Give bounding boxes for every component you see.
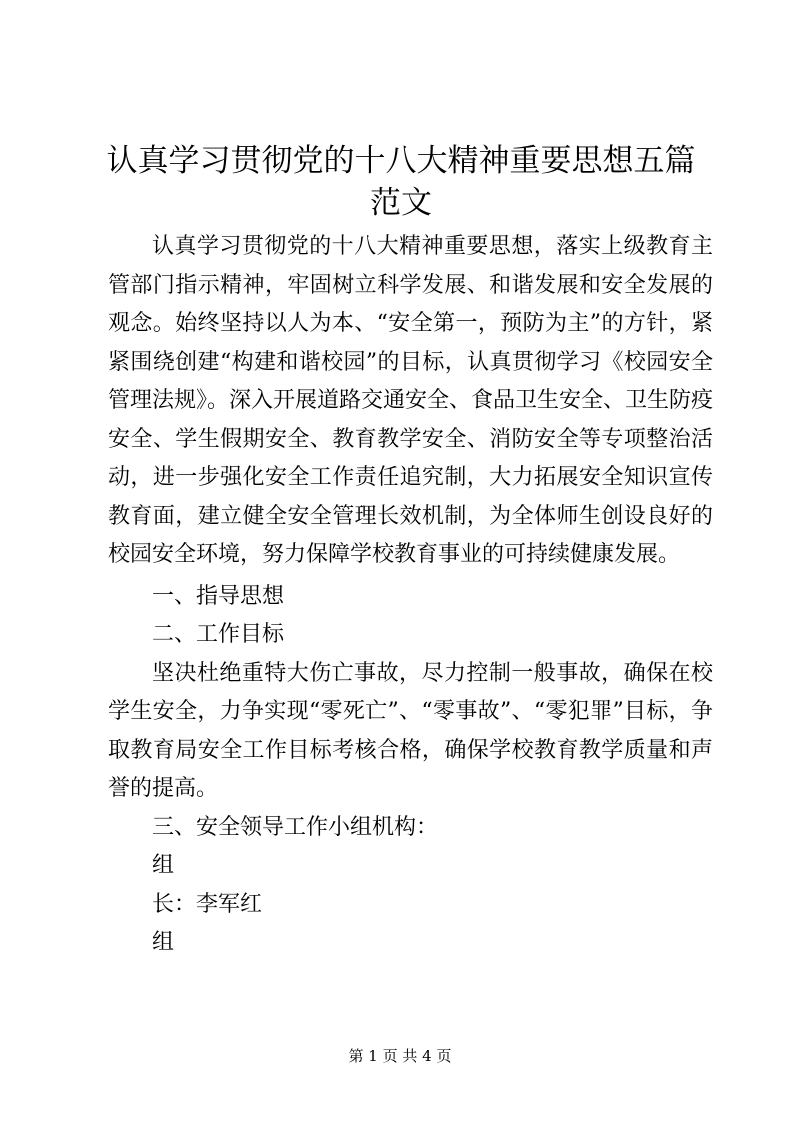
section-heading-leadership-group: 三、安全领导工作小组机构： (152, 814, 439, 840)
paragraph-group-line-2: 组 (152, 930, 175, 955)
paragraph-group-leader: 长：李军红 (152, 891, 263, 917)
paragraph-group-line-1: 组 (152, 853, 175, 878)
section-heading-work-goals: 二、工作目标 (152, 622, 285, 647)
document-title: 认真学习贯彻党的十八大精神重要思想五篇范文 (106, 143, 696, 221)
paragraph-goals: 坚决杜绝重特大伤亡事故，尽力控制一般事故，确保在校学生安全，力争实现“零死亡”、“零事故”、“零犯罪”目标，争取教育局安全工作目标考核合格，确保学校教育教学质量和声誉的提高。 (108, 660, 713, 801)
paragraph-intro: 认真学习贯彻党的十八大精神重要思想，落实上级教育主管部门指示精神，牢固树立科学发展、和谐发展和安全发展的观念。始终坚持以人为本、“安全第一，预防为主”的方针，紧紧围绕创建“构建和谐校园”的目标，认真贯彻学习《校园安全管理法规》。深入开展道路交通安全、食品卫生安全、卫生防疫安全、学生假期安全、教育教学安全、消防安全等专项整治活动，进一步强化安全工作责任追究制，大力拓展安全知识宣传教育面，建立健全安全管理长效机制，为全体师生创设良好的校园安全环境，努力保障学校教育事业的可持续健康发展。 (108, 234, 714, 567)
section-heading-guiding-thought: 一、指导思想 (152, 583, 285, 609)
page-footer: 第 1 页 共 4 页 (348, 1047, 452, 1065)
document-body (108, 228, 713, 963)
